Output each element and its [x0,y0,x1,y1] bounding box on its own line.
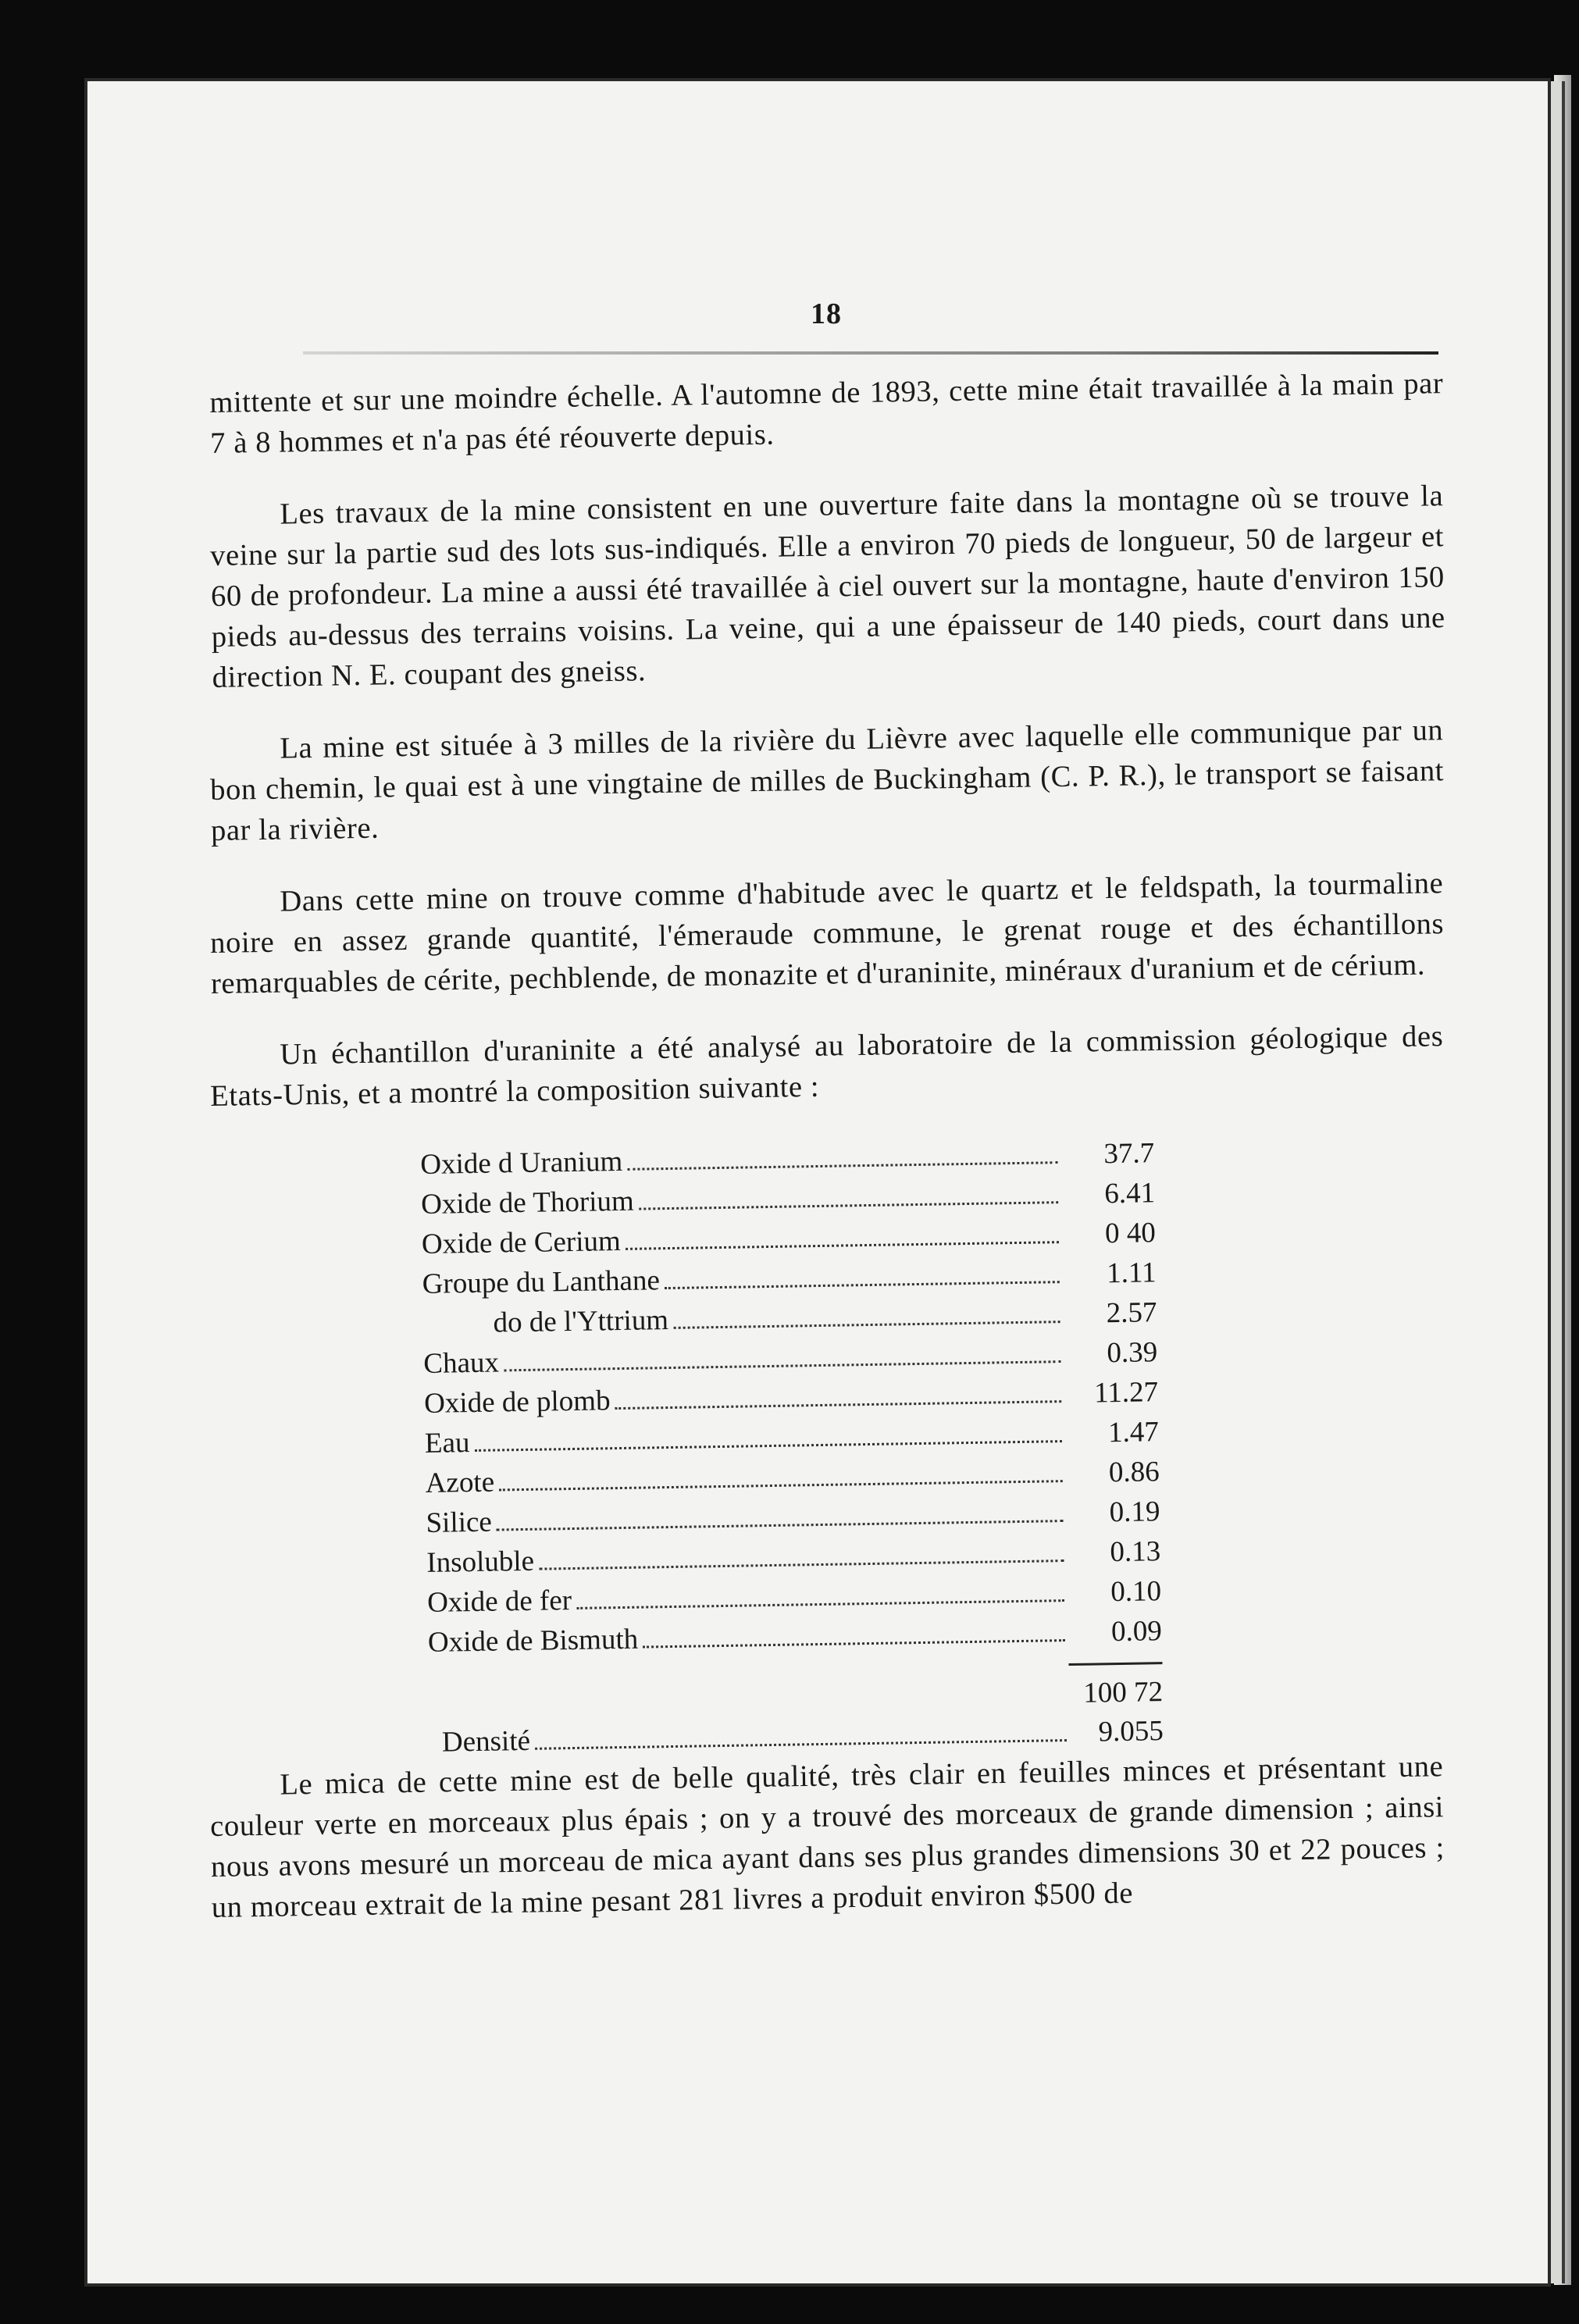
paragraph-mine-location: La mine est située à 3 milles de la rivière du Lièvre avec laquelle elle communique par un bon chemin, le quai est à une vingtaine de milles de Buckingham (C. P. R.), le transport se faisant par la rivière. [209,714,1445,847]
dot-leader [539,1559,1064,1570]
page-number: 18 [811,298,842,330]
dot-leader [643,1639,1065,1648]
analysis-table [420,1136,1164,1766]
dot-leader [626,1241,1059,1250]
analysis-label: Groupe du Lanthane [422,1264,661,1300]
analysis-value: 0 40 [1104,1217,1157,1250]
analysis-label: Insoluble [426,1545,535,1579]
analysis-value: 0.13 [1110,1535,1161,1569]
density-label: Densité [441,1724,531,1759]
density-value: 9.055 [1098,1715,1164,1748]
dot-leader [615,1400,1062,1410]
analysis-label: Chaux [423,1346,500,1380]
paragraph-minerals: Dans cette mine on trouve comme d'habitude avec le quartz et le feldspath, la tourmaline noire en assez grande quantité, l'émeraude commune, le grenat rouge et des échantillons remarquables de cérite, pechblende, de monazite et d'uraninite, minéraux d'uranium et de cérium. [209,867,1445,1000]
analysis-label: Eau [424,1427,470,1460]
dot-leader [673,1321,1060,1329]
analysis-value: 6.41 [1103,1177,1156,1210]
analysis-label: Oxide de fer [426,1584,572,1619]
page-edge [1554,75,1571,2285]
dot-leader [639,1201,1058,1210]
dot-leader [497,1520,1064,1531]
paragraph-mine-works: Les travaux de la mine consistent en une ouverture faite dans la montagne où se trouve la veine sur la partie sud des lots sus-indiqués. Elle a environ 70 pieds de longueur, 50 de largeur et 60 de profondeur. La mine a aussi été travaillée à ciel ouvert sur la montagne, haute d'environ 150 pieds au-dessus des terrains voisins. La veine, qui a une épaisseur de 140 pieds, court dans une direction N. E. coupant des gneiss. [209,479,1445,694]
analysis-value: 2.57 [1106,1296,1157,1330]
analysis-value: 0.10 [1110,1575,1162,1609]
paragraph-mica: Le mica de cette mine est de belle qualité, très clair en feuilles minces et présentant une couleur verte en morceaux plus épais ; on y a trouvé des morceaux de grande dimension ; ainsi nous avons mesuré un morceau de mica ayant dans ses plus grandes dimensions 30 et 22 pouces ; un morceau extrait de la mine pesant 281 livres a produit environ $500 de [209,1750,1445,1924]
analysis-total: 100 72 [1083,1676,1164,1709]
analysis-label: Oxide de plomb [423,1385,611,1420]
dot-leader [665,1281,1060,1289]
analysis-value: 11.27 [1093,1376,1159,1410]
dot-leader [499,1480,1063,1491]
analysis-label: Azote [425,1466,495,1499]
analysis-label: Oxide de Thorium [420,1185,635,1221]
analysis-value: 0.86 [1108,1456,1160,1489]
dot-leader [535,1739,1067,1750]
analysis-label: Oxide de Bismuth [427,1623,639,1659]
dot-leader [576,1599,1064,1609]
analysis-value: 1.47 [1107,1416,1160,1449]
analysis-label: do de l'Yttrium [493,1304,669,1339]
paragraph-analysis-intro: Un échantillon d'uraninite a été analysé au laboratoire de la commission géologique des Etats-Unis, et a montré la composition suivante : [209,1020,1444,1113]
total-rule [1068,1662,1162,1666]
dot-leader [504,1360,1060,1371]
dot-leader [475,1440,1062,1452]
analysis-value: 1.11 [1106,1256,1157,1290]
analysis-label: Oxide de Cerium [421,1224,622,1260]
paragraph-continuation: mittente et sur une moindre échelle. A l'automne de 1893, cette mine était travaillée à la main par 7 à 8 hommes et n'a pas été réouverte depuis. [209,367,1444,460]
analysis-value: 0.19 [1109,1495,1160,1529]
analysis-label: Oxide d Uranium [420,1145,623,1181]
page-content [209,203,1443,1959]
analysis-label: Silice [426,1506,493,1539]
header-rule [303,351,1438,355]
dot-leader [627,1161,1057,1171]
analysis-value: 0.39 [1107,1336,1158,1370]
analysis-value: 0.09 [1110,1615,1163,1649]
analysis-value: 37.7 [1103,1137,1155,1171]
